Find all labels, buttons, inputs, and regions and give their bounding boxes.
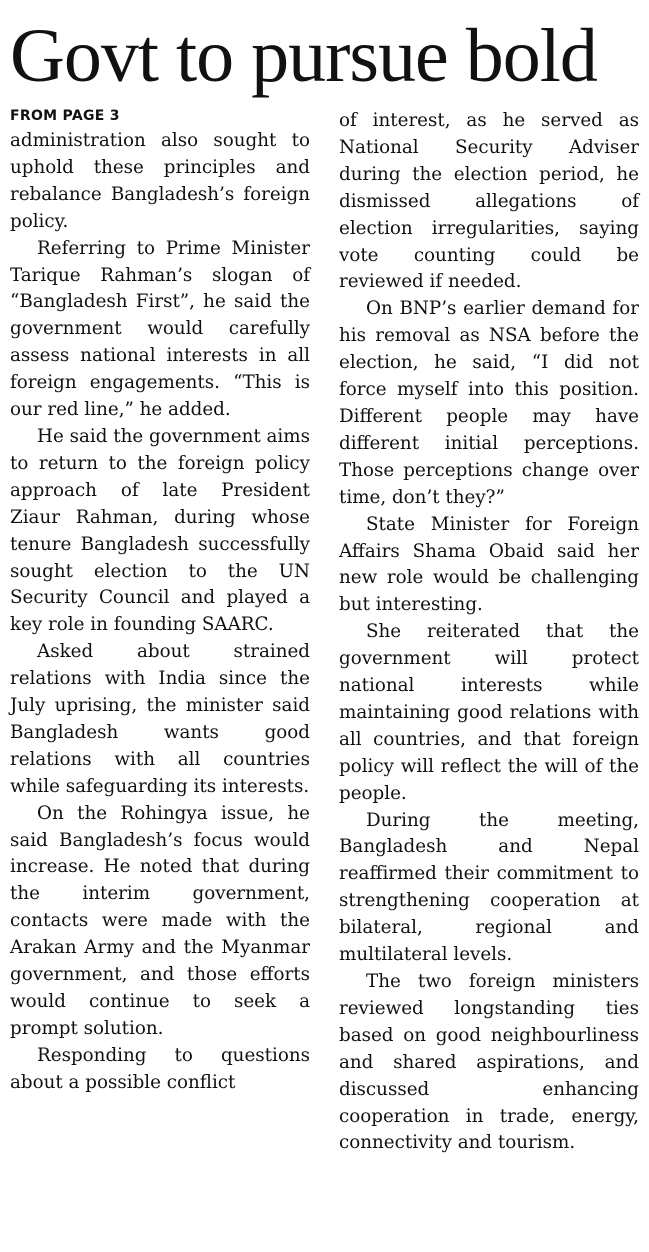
paragraph: Responding to questions about a possible conflict xyxy=(10,1044,310,1093)
paragraph: On BNP’s earlier demand for his removal as NSA before the election, he said, “I did not force myself into this position. Different people may have different initial perceptions. Those perceptions change over time, don’t they?” xyxy=(339,298,639,508)
paragraph: On the Rohingya issue, he said Bangladesh’s focus would increase. He noted that during the interim government, contacts were made with the Arakan Army and the Myanmar government, and those efforts would continue to seek a prompt solution. xyxy=(10,802,310,1039)
paragraph: of interest, as he served as National Security Adviser during the election period, he dismissed allegations of election irregularities, saying vote counting could be reviewed if needed. xyxy=(339,110,639,293)
headline: Govt to pursue bold xyxy=(10,14,597,98)
paragraph: Referring to Prime Minister Tarique Rahman’s slogan of “Bangladesh First”, he said the government would carefully assess national interests in all foreign engagements. “This is our red line,” he added. xyxy=(10,237,310,421)
paragraph: The two foreign ministers reviewed longstanding ties based on good neighbourliness and shared aspirations, and discussed enhancing cooperation in trade, energy, connectivity and tourism. xyxy=(339,971,639,1154)
right-column xyxy=(339,108,639,1157)
paragraph: During the meeting, Bangladesh and Nepal reaffirmed their commitment to strengthening cooperation at bilateral, regional and multilateral levels. xyxy=(339,809,639,966)
continuation-kicker: FROM PAGE 3 xyxy=(10,108,120,124)
left-column xyxy=(10,106,310,1097)
paragraph: State Minister for Foreign Affairs Shama Obaid said her new role would be challenging but interesting. xyxy=(339,513,639,616)
paragraph: administration also sought to uphold these principles and rebalance Bangladesh’s foreign policy. xyxy=(10,130,310,232)
paragraph: She reiterated that the government will protect national interests while maintaining good relations with all countries, and that foreign policy will reflect the will of the people. xyxy=(339,621,639,804)
paragraph: He said the government aims to return to the foreign policy approach of late President Ziaur Rahman, during whose tenure Bangladesh successfully sought election to the UN Security Council and played a key role in founding SAARC. xyxy=(10,425,310,636)
paragraph: Asked about strained relations with India since the July uprising, the minister said Bangladesh wants good relations with all countries while safeguarding its interests. xyxy=(10,641,310,797)
